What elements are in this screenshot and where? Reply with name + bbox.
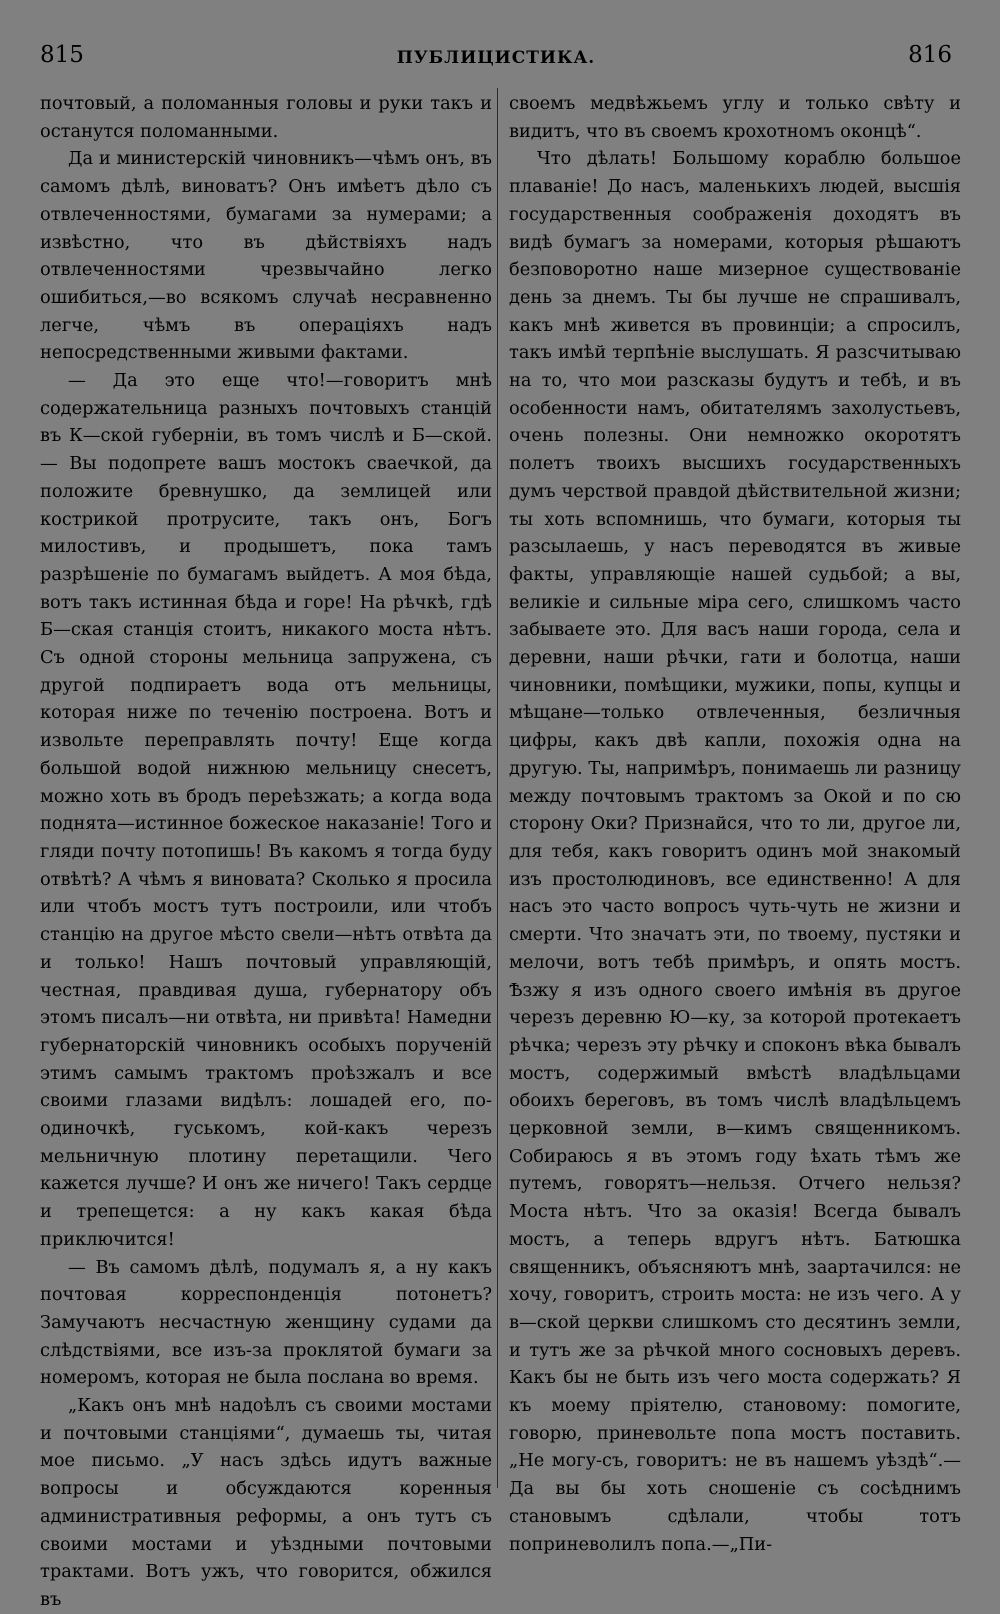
paragraph: своемъ медвѣжьемъ углу и только свѣту и видитъ, что въ своемъ крохотномъ оконцѣ“. xyxy=(509,93,961,142)
paragraph: Да и министерскій чиновникъ—чѣмъ онъ, въ самомъ дѣлѣ, виноватъ? Онъ имѣетъ дѣло съ отвлеченностями, бумагами за нумерами; а извѣстно, что въ дѣйствіяхъ надъ отвлеченностями чрезвычайно легко ошибиться,—во всякомъ случаѣ несравненно легче, чѣмъ въ операціяхъ надъ непосредственными живыми фактами. xyxy=(40,148,492,364)
column-divider xyxy=(497,88,498,1488)
page-number-left: 815 xyxy=(40,42,84,68)
page-number-right: 816 xyxy=(908,42,952,68)
right-column xyxy=(509,90,961,1558)
paragraph: почтовый, а поломанныя головы и руки такъ и останутся поломанными. xyxy=(40,93,492,142)
left-column xyxy=(40,90,492,1614)
paragraph: „Какъ онъ мнѣ надоѣлъ съ своими мостами и почтовыми станціями“, думаешь ты, читая мое письмо. „У насъ здѣсь идутъ важные вопросы и обсуждаются коренныя административныя реформы, а онъ тутъ съ своими мостами и уѣздными почтовыми трактами. Вотъ ужъ, что говорится, обжился въ xyxy=(40,1395,492,1610)
running-title: ПУБЛИЦИСТИКА. xyxy=(396,48,596,68)
page-header xyxy=(40,42,952,72)
paragraph: — Въ самомъ дѣлѣ, подумалъ я, а ну какъ почтовая корреспонденція потонетъ? Замучаютъ несчастную женщину судами да слѣдствіями, все изъ-за проклятой бумаги за номеромъ, которая не была послана во время. xyxy=(40,1256,492,1389)
paragraph: — Да это еще что!—говоритъ мнѣ содержательница разныхъ почтовыхъ станцій въ К—ской губерніи, въ томъ числѣ и Б—ской.— Вы подопрете вашъ мостокъ сваечкой, да положите бревнушко, да землицей или кострикой протрусите, такъ онъ, Богъ милостивъ, и продышетъ, пока тамъ разрѣшеніе по бумагамъ выйдетъ. А моя бѣда, вотъ такъ истинная бѣда и горе! На рѣчкѣ, гдѣ Б—ская станція стоитъ, никакого моста нѣтъ. Съ одной стороны мельница запружена, съ другой подпираетъ вода отъ мельницы, которая ниже по теченію построена. Вотъ и извольте переправлять почту! Еще когда большой водой нижнюю мельницу снесетъ, можно хоть въ бродъ переѣзжать; а когда вода поднята—истинное божеское наказаніе! Того и гляди почту потопишь! Въ какомъ я тогда буду отвѣтѣ? А чѣмъ я виновата? Сколько я просила или чтобъ мостъ тутъ построили, или чтобъ станцію на другое мѣсто свели—нѣтъ отвѣта да и только! Нашъ почтовый управляющій, честная, правдивая душа, губернатору объ этомъ писалъ—ни отвѣта, ни привѣта! Намедни губернаторскій чиновникъ особыхъ порученій этимъ самымъ трактомъ проѣзжалъ и все своими глазами видѣлъ: лошадей его, по-одиночкѣ, гуськомъ, кой-какъ черезъ мельничную плотину перетащили. Чего кажется лучше? И онъ же ничего! Такъ сердце и трепещется: а ну какъ какая бѣда приключится! xyxy=(40,370,492,1250)
paragraph: Что дѣлать! Большому кораблю большое плаваніе! До насъ, маленькихъ людей, высшія государственныя соображенія доходятъ въ видѣ бумагъ за номерами, которыя рѣшаютъ безповоротно наше мизерное существованіе день за днемъ. Ты бы лучше не спрашивалъ, какъ мнѣ живется въ провинціи; а спросилъ, такъ имѣй терпѣніе выслушать. Я разсчитываю на то, что мои разсказы будутъ и тебѣ, и въ особенности намъ, обитателямъ захолустьевъ, очень полезны. Они немножко окоротятъ полетъ твоихъ высшихъ государственныхъ думъ черствой правдой дѣйствительной жизни; ты хоть вспомнишь, что бумаги, которыя ты разсылаешь, у насъ переводятся въ живые факты, управляющіе нашей судьбой; а вы, великіе и сильные міра сего, слишкомъ часто забываете это. Для васъ наши города, села и деревни, наши рѣчки, гати и болотца, наши чиновники, помѣщики, мужики, попы, купцы и мѣщане—только отвлеченныя, безличныя цифры, какъ двѣ капли, похожія одна на другую. Ты, напримѣръ, понимаешь ли разницу между почтовымъ трактомъ за Окой и по сю сторону Оки? Признайся, что то ли, другое ли, для тебя, какъ говоритъ одинъ мой знакомый изъ простолюдиновъ, все единственно! А для насъ это часто вопросъ чуть-чуть не жизни и смерти. Что значатъ эти, по твоему, пустяки и мелочи, вотъ тебѣ примѣръ, и опять мостъ. Ѣзжу я изъ одного своего имѣнія въ другое черезъ деревню Ю—ку, за которой протекаетъ рѣчка; черезъ эту рѣчку и споконъ вѣка бывалъ мостъ, содержимый вмѣстѣ владѣльцами обоихъ береговъ, въ томъ числѣ владѣльцемъ церковной земли, в—кимъ священникомъ. Собираюсь я въ этомъ году ѣхать тѣмъ же путемъ, говорятъ—нельзя. Отчего нельзя? Моста нѣтъ. Что за оказія! Всегда бывалъ мостъ, а теперь вдругъ нѣтъ. Батюшка священникъ, объясняютъ мнѣ, заартачился: не хочу, говоритъ, строить моста: не изъ чего. А у в—ской церкви слишкомъ сто десятинъ земли, и тутъ же за рѣчкой много сосновыхъ деревъ. Какъ бы не быть изъ чего моста содержать? Я къ моему пріятелю, становому: помогите, говорю, приневольте попа мостъ поставить. „Не могу-съ, говоритъ: не въ нашемъ уѣздѣ“.—Да вы бы хоть сношеніе съ сосѣднимъ становымъ сдѣлали, чтобы тотъ поприневолилъ попа.—„Пи- xyxy=(509,148,961,1555)
